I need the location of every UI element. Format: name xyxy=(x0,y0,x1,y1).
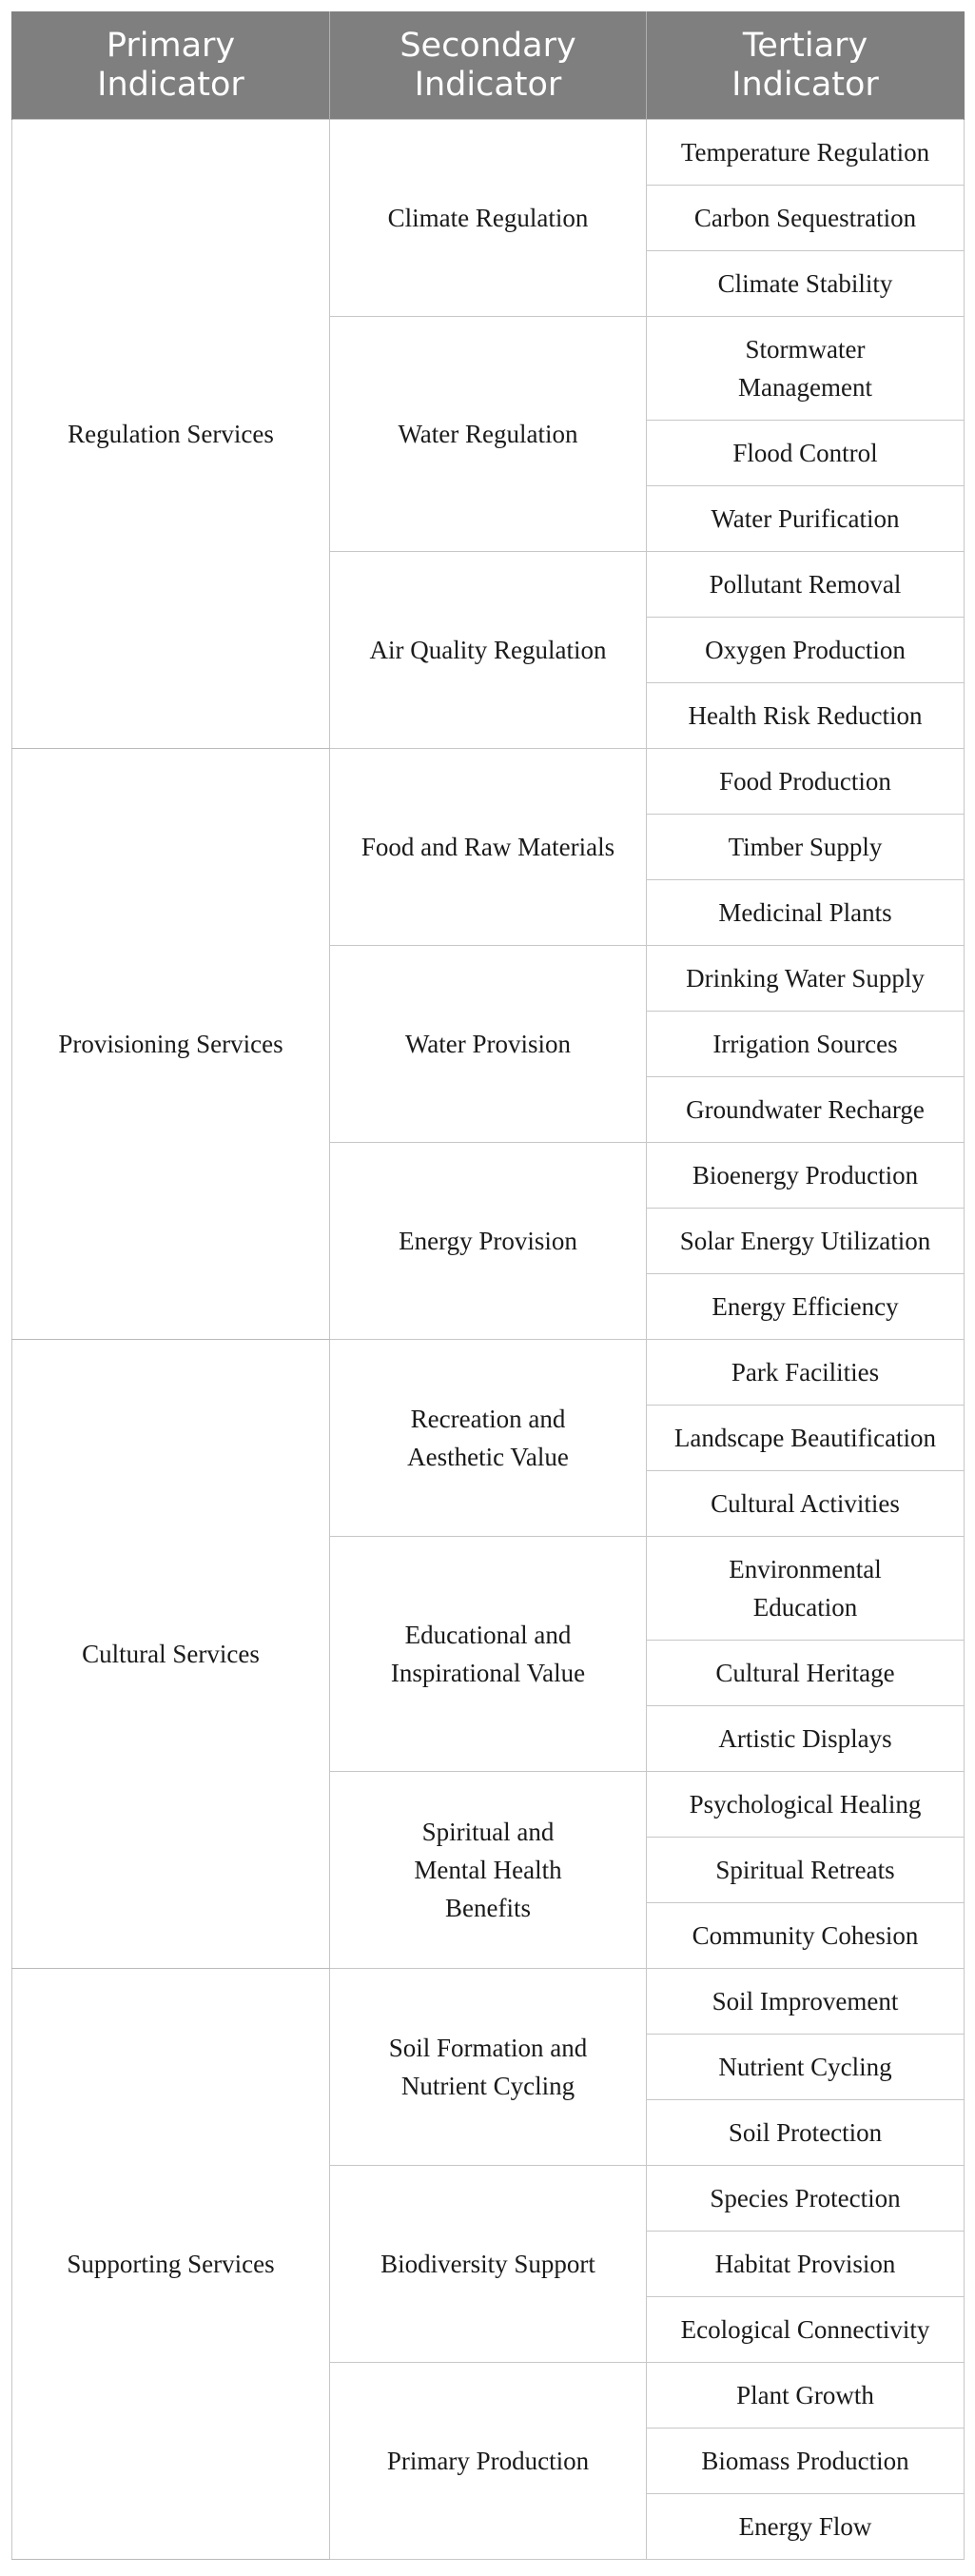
tertiary-cell: Groundwater Recharge xyxy=(647,1077,965,1143)
table-row xyxy=(12,1340,965,1406)
secondary-cell: Food and Raw Materials xyxy=(330,749,647,946)
secondary-cell: Biodiversity Support xyxy=(330,2166,647,2363)
primary-cell: Supporting Services xyxy=(12,1969,330,2560)
secondary-cell: Primary Production xyxy=(330,2363,647,2560)
tertiary-cell: Stormwater Management xyxy=(647,317,965,421)
header-row xyxy=(12,11,965,120)
tertiary-cell: Ecological Connectivity xyxy=(647,2297,965,2363)
tertiary-cell: Oxygen Production xyxy=(647,618,965,683)
tertiary-cell: Environmental Education xyxy=(647,1537,965,1641)
tertiary-cell: Spiritual Retreats xyxy=(647,1838,965,1903)
tertiary-cell: Drinking Water Supply xyxy=(647,946,965,1012)
tertiary-cell: Energy Efficiency xyxy=(647,1274,965,1340)
secondary-cell: Climate Regulation xyxy=(330,120,647,317)
tertiary-cell: Cultural Activities xyxy=(647,1471,965,1537)
secondary-cell: Water Regulation xyxy=(330,317,647,552)
tertiary-cell: Water Purification xyxy=(647,486,965,552)
secondary-cell: Energy Provision xyxy=(330,1143,647,1340)
tertiary-cell: Bioenergy Production xyxy=(647,1143,965,1209)
tertiary-cell: Health Risk Reduction xyxy=(647,683,965,749)
secondary-cell: Water Provision xyxy=(330,946,647,1143)
indicator-table xyxy=(11,11,965,2560)
tertiary-cell: Pollutant Removal xyxy=(647,552,965,618)
secondary-cell: Air Quality Regulation xyxy=(330,552,647,749)
tertiary-cell: Landscape Beautification xyxy=(647,1406,965,1471)
tertiary-cell: Irrigation Sources xyxy=(647,1012,965,1077)
secondary-cell: Soil Formation and Nutrient Cycling xyxy=(330,1969,647,2166)
tertiary-cell: Habitat Provision xyxy=(647,2232,965,2297)
secondary-cell: Recreation and Aesthetic Value xyxy=(330,1340,647,1537)
table-row xyxy=(12,1969,965,2035)
tertiary-cell: Species Protection xyxy=(647,2166,965,2232)
header-tertiary: Tertiary Indicator xyxy=(647,11,965,120)
secondary-cell: Spiritual and Mental Health Benefits xyxy=(330,1772,647,1969)
tertiary-cell: Nutrient Cycling xyxy=(647,2035,965,2100)
table-row xyxy=(12,749,965,815)
tertiary-cell: Temperature Regulation xyxy=(647,120,965,186)
header-secondary: Secondary Indicator xyxy=(330,11,647,120)
tertiary-cell: Soil Improvement xyxy=(647,1969,965,2035)
tertiary-cell: Community Cohesion xyxy=(647,1903,965,1969)
tertiary-cell: Medicinal Plants xyxy=(647,880,965,946)
tertiary-cell: Park Facilities xyxy=(647,1340,965,1406)
table-row xyxy=(12,120,965,186)
tertiary-cell: Plant Growth xyxy=(647,2363,965,2429)
tertiary-cell: Carbon Sequestration xyxy=(647,186,965,251)
primary-cell: Provisioning Services xyxy=(12,749,330,1340)
tertiary-cell: Food Production xyxy=(647,749,965,815)
tertiary-cell: Energy Flow xyxy=(647,2494,965,2560)
tertiary-cell: Solar Energy Utilization xyxy=(647,1209,965,1274)
tertiary-cell: Artistic Displays xyxy=(647,1706,965,1772)
tertiary-cell: Soil Protection xyxy=(647,2100,965,2166)
tertiary-cell: Psychological Healing xyxy=(647,1772,965,1838)
header-primary: Primary Indicator xyxy=(12,11,330,120)
tertiary-cell: Timber Supply xyxy=(647,815,965,880)
secondary-cell: Educational and Inspirational Value xyxy=(330,1537,647,1772)
tertiary-cell: Cultural Heritage xyxy=(647,1641,965,1706)
primary-cell: Regulation Services xyxy=(12,120,330,749)
tertiary-cell: Climate Stability xyxy=(647,251,965,317)
primary-cell: Cultural Services xyxy=(12,1340,330,1969)
tertiary-cell: Biomass Production xyxy=(647,2429,965,2494)
tertiary-cell: Flood Control xyxy=(647,421,965,486)
